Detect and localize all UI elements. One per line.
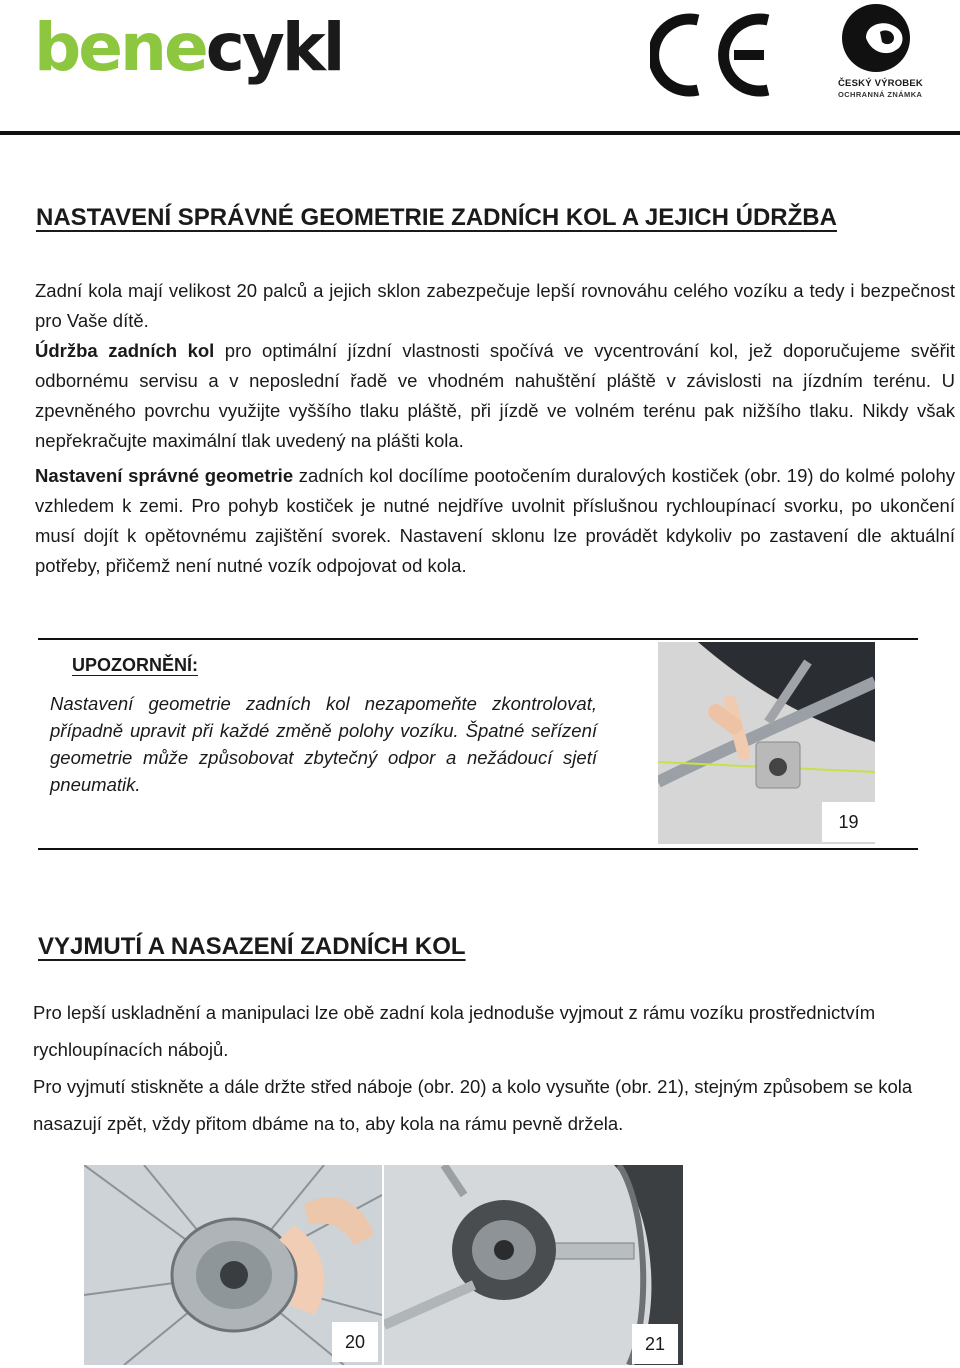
section-title-geometry: NASTAVENÍ SPRÁVNÉ GEOMETRIE ZADNÍCH KOL A JEJICH ÚDRŽBA (36, 204, 837, 231)
warning-bottom-rule (38, 848, 918, 850)
figure-label-21: 21 (632, 1324, 678, 1364)
warning-text: Nastavení geometrie zadních kol nezapomeňte zkontrolovat, případně upravit při každé změně polohy vozíku. Špatné seřízení geometrie může způsobovat zbytečný odpor a nežádoucí sjetí pneumatik. (50, 693, 597, 795)
section-title-wheel-removal: VYJMUTÍ A NASAZENÍ ZADNÍCH KOL (38, 933, 466, 960)
logo-text-cykl: cykl (205, 9, 343, 86)
maintenance-text: pro optimální jízdní vlastnosti spočívá ve vycentrování kol, jež doporučujeme svěřit odbornému servisu a v neposlední řadě ve vhodném nahuštění pláště v závislosti na jízdním terénu. U zpevněného povrchu využijte vyššího tlaku pláště, při jízdě ve volném terénu pak nižšího tlaku. Nikdy však nepřekračujte maximální tlak uvedený na plášti kola. (35, 340, 955, 451)
warning-top-rule (38, 638, 918, 640)
paragraph-wheel-size: Zadní kola mají velikost 20 palců a jejich sklon zabezpečuje lepší rovnováhu celého vozíku a tedy i bezpečnost pro Vaše dítě. (35, 280, 955, 331)
paragraph-storage: Pro lepší uskladnění a manipulaci lze obě zadní kola jednoduše vyjmout z rámu vozíku prostřednictvím rychloupínacích nábojů. (33, 1002, 876, 1060)
section-removal-body (33, 994, 953, 1142)
paragraph-removal: Pro vyjmutí stiskněte a dále držte střed náboje (obr. 20) a kolo vysuňte (obr. 21), stejným způsobem se kola nasazují zpět, vždy přitom dbáme na to, aby kola na rámu pevně držela. (33, 1076, 913, 1134)
figure-label-20: 20 (332, 1322, 378, 1362)
figure-label-19: 19 (822, 802, 875, 842)
benecykl-logo (34, 8, 342, 88)
badge-subtitle: OCHRANNÁ ZNÁMKA (838, 90, 923, 99)
header-divider (0, 131, 960, 135)
geometry-bold-lead: Nastavení správné geometrie (35, 465, 294, 486)
section-geometry-body (35, 276, 955, 581)
warning-title: UPOZORNĚNÍ: (72, 655, 198, 675)
paragraph-geometry (35, 461, 955, 581)
badge-title: ČESKÝ VÝROBEK (838, 78, 923, 89)
paragraph-maintenance (35, 336, 955, 456)
ce-mark-icon (650, 8, 775, 102)
logo-text-bene: bene (34, 9, 206, 86)
maintenance-bold-lead: Údržba zadních kol (35, 340, 215, 361)
geometry-text: zadních kol docílíme pootočením duralových kostiček (obr. 19) do kolmé polohy vzhledem k zemi. Pro pohyb kostiček je nutné nejdříve uvolnit příslušnou rychloupínací svorku, po ukončení musí dojít k opětovnému zajištění svorek. Nastavení sklonu lze provádět kdykoliv po zastavení dle aktuální potřeby, přičemž není nutné vozík odpojovat od kola. (35, 465, 955, 576)
